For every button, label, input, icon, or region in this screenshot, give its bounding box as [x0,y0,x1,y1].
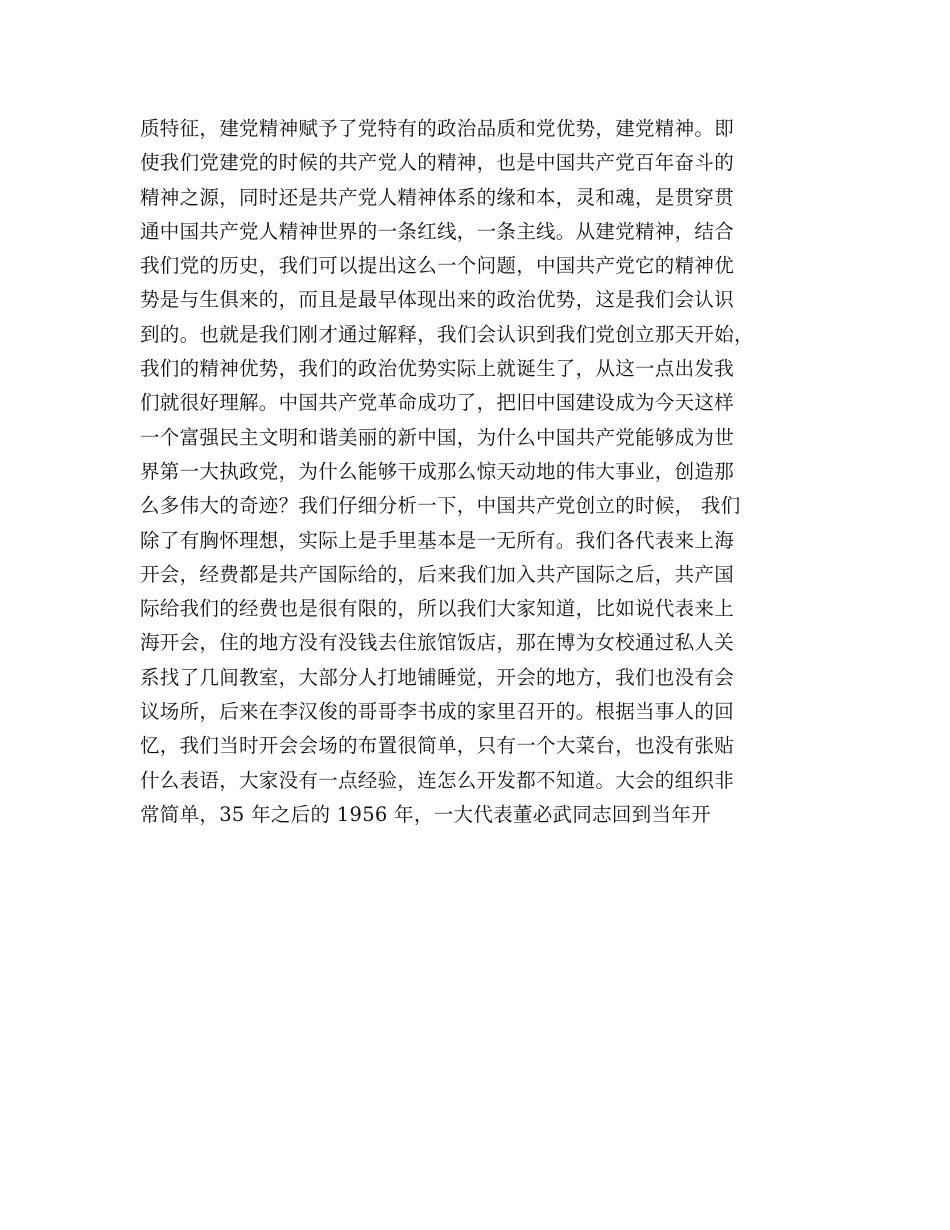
text-line: 忆，我们当时开会会场的布置很简单，只有一个大菜台，也没有张贴 [140,734,735,758]
text-line: 议场所，后来在李汉俊的哥哥李书成的家里召开的。根据当事人的回 [140,700,735,724]
text-line: 际给我们的经费也是很有限的，所以我们大家知道，比如说代表来上 [140,597,735,621]
text-line: 们就很好理解。中国共产党革命成功了，把旧中国建设成为今天这样 [140,391,735,415]
text-line: 质特征，建党精神赋予了党特有的政治品质和党优势，建党精神。即 [140,117,735,140]
text-line: 开会，经费都是共产国际给的，后来我们加入共产国际之后，共产国 [140,562,735,586]
text-line: 除了有胸怀理想，实际上是手里基本是一无所有。我们各代表来上海 [140,528,735,552]
text-line: 我们的精神优势，我们的政治优势实际上就诞生了，从这一点出发我 [140,357,735,381]
text-line: 通中国共产党人精神世界的一条红线，一条主线。从建党精神，结合 [140,219,735,243]
text-line: 界第一大执政党，为什么能够干成那么惊天动地的伟大事业，创造那 [140,459,735,483]
text-line: 系找了几间教室，大部分人打地铺睡觉，开会的地方，我们也没有会 [140,665,735,689]
text-line: 精神之源，同时还是共产党人精神体系的缘和本，灵和魂，是贯穿贯 [140,185,735,209]
text-line: 常简单，35 年之后的 1956 年，一大代表董必武同志回到当年开 [140,802,711,826]
text-line: 一个富强民主文明和谐美丽的新中国，为什么中国共产党能够成为世 [140,425,735,449]
text-line: 到的。也就是我们刚才通过解释，我们会认识到我们党创立那天开始， [140,322,754,346]
body-paragraph [140,112,840,832]
text-line: 什么表语，大家没有一点经验，连怎么开发都不知道。大会的组织非 [140,768,735,792]
text-line: 我们党的历史，我们可以提出这么一个问题，中国共产党它的精神优 [140,254,735,278]
text-line: 势是与生俱来的，而且是最早体现出来的政治优势，这是我们会认识 [140,288,735,312]
text-line: 使我们党建党的时候的共产党人的精神，也是中国共产党百年奋斗的 [140,151,735,175]
text-line: 么多伟大的奇迹？我们仔细分析一下，中国共产党创立的时候， 我们 [140,494,741,518]
text-line: 海开会，住的地方没有没钱去住旅馆饭店，那在博为女校通过私人关 [140,631,735,655]
